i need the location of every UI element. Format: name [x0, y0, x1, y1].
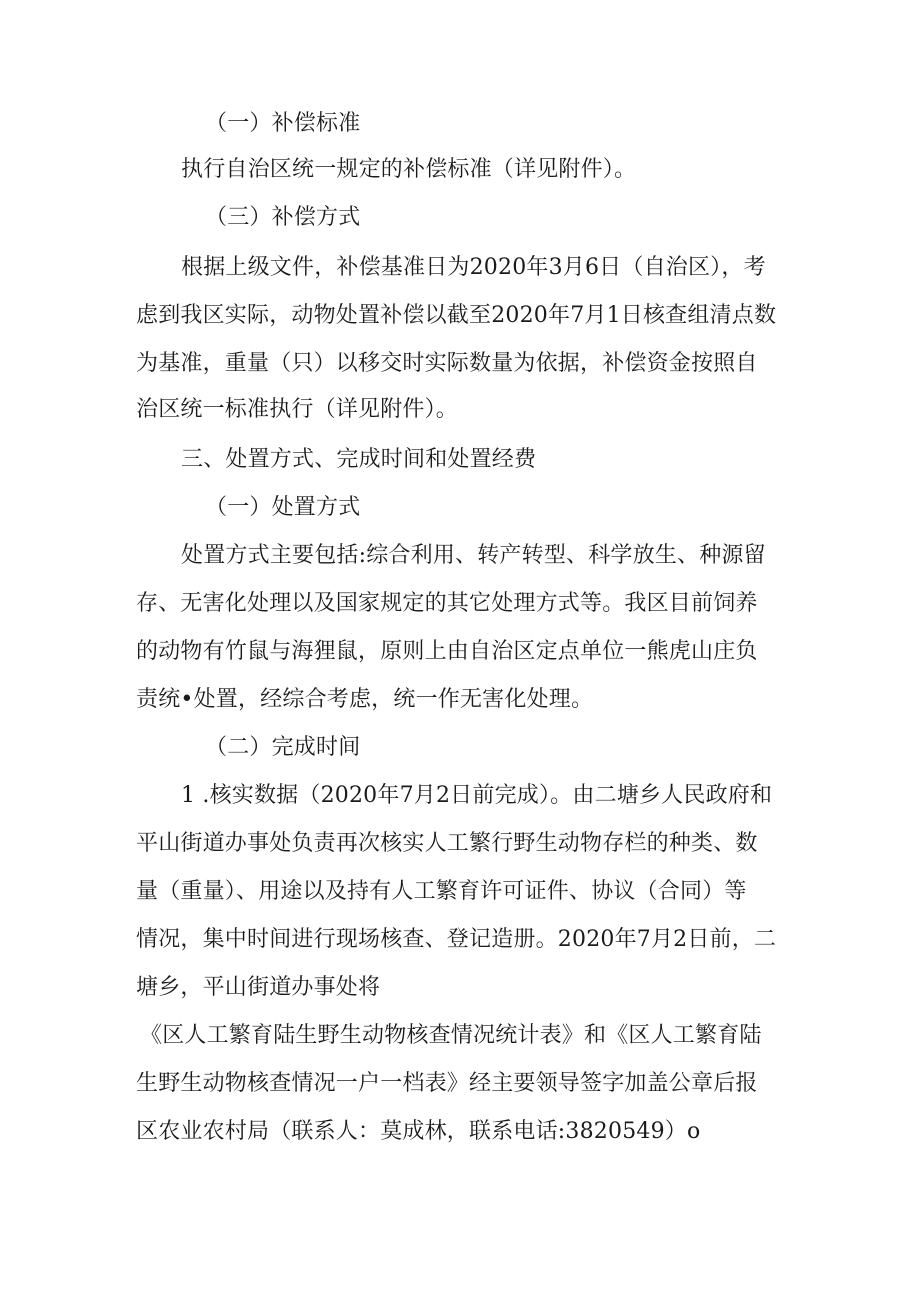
paragraph-line: 为基准，重量（只）以移交时实际数量为依据，补偿资金按照自 — [136, 351, 758, 376]
subheading-completion-time: （二）完成时间 — [205, 735, 361, 760]
paragraph-line: 存、无害化处理以及国家规定的其它处理方式等。我区目前饲养 — [136, 591, 758, 616]
paragraph-line: 的动物有竹鼠与海狸鼠，原则上由自治区定点单位一熊虎山庄负 — [136, 639, 758, 664]
paragraph-line: 塘乡，平山街道办事处将 — [136, 975, 381, 1000]
paragraph-line: 《区人工繁育陆生野生动物核查情况统计表》和《区人工繁育陆 — [140, 1023, 762, 1048]
section-heading-disposal: 三、处置方式、完成时间和处置经费 — [181, 447, 537, 472]
paragraph-compensation-standard: 执行自治区统一规定的补偿标准（详见附件）。 — [181, 157, 637, 182]
paragraph-line: 治区统一标准执行（详见附件）。 — [136, 397, 459, 422]
paragraph-line: 虑到我区实际，动物处置补偿以截至2020年7月1日核查组清点数 — [136, 303, 777, 328]
subheading-compensation-standard: （一）补偿标准 — [205, 111, 361, 136]
paragraph-line: 责统•处置，经综合考虑，统一作无害化处理。 — [136, 687, 594, 712]
paragraph-line: 生野生动物核查情况一户一档表》经主要领导签字加盖公章后报 — [136, 1071, 758, 1096]
paragraph-line: 处置方式主要包括:综合利用、转产转型、科学放生、种源留 — [181, 543, 766, 568]
paragraph-line: 区农业农村局（联系人：莫成林，联系电话:3820549）o — [136, 1119, 701, 1144]
paragraph-line: 情况，集中时间进行现场核查、登记造册。2020年7月2日前，二 — [136, 927, 777, 952]
paragraph-line: 平山街道办事处负责再次核实人工繁行野生动物存栏的种类、数 — [136, 831, 758, 856]
paragraph-line: 量（重量）、用途以及持有人工繁育许可证件、协议（合同）等 — [136, 879, 747, 904]
paragraph-line: 1 .核实数据（2020年7月2日前完成）。由二塘乡人民政府和 — [181, 783, 773, 808]
subheading-compensation-method: （三）补偿方式 — [205, 205, 361, 230]
paragraph-line: 根据上级文件，补偿基准日为2020年3月6日（自治区），考 — [181, 255, 766, 280]
subheading-disposal-method: （一）处置方式 — [205, 495, 361, 520]
